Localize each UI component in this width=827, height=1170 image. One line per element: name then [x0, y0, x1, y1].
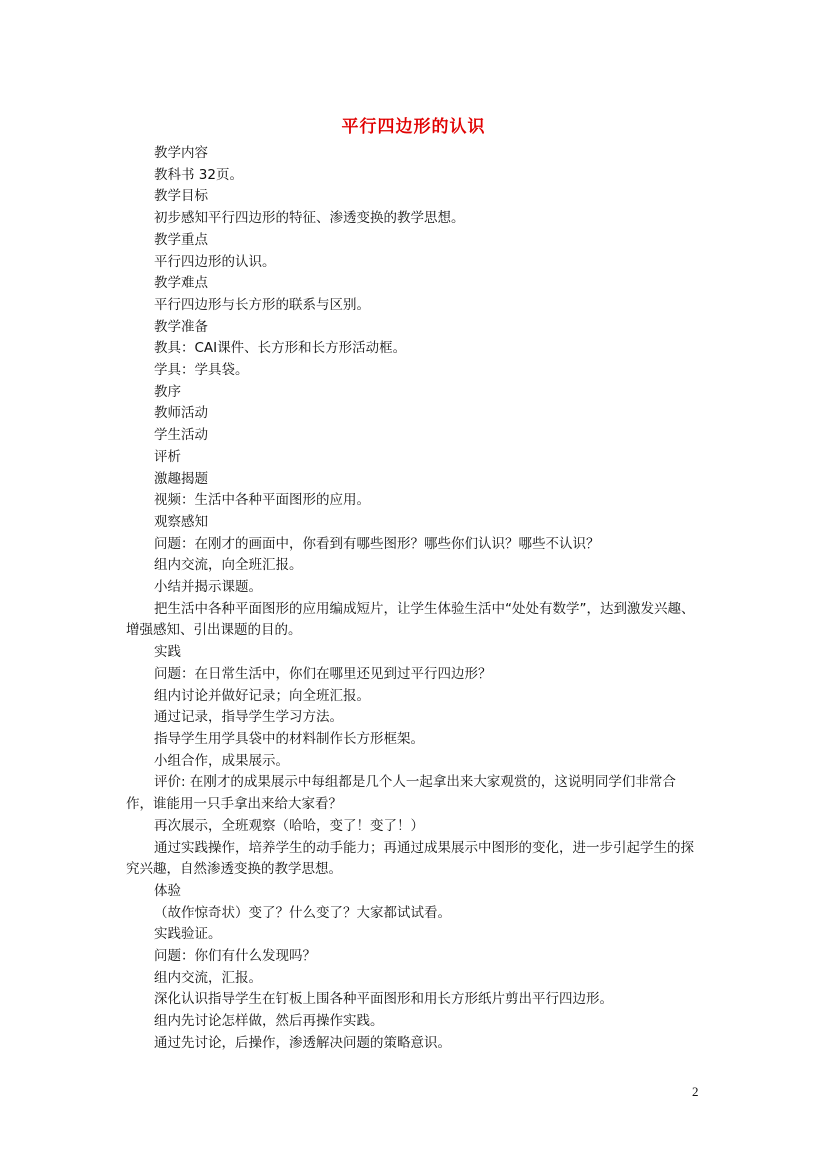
paragraph: 评价: 在刚才的成果展示中每组都是几个人一起拿出来大家观赏的，这说明同学们非常合作，谁能用一只手拿出来给大家看？ — [126, 774, 676, 813]
document-body — [126, 143, 702, 1055]
document-title: 平行四边形的认识 — [341, 117, 486, 137]
paragraph: 观察感知 — [154, 513, 208, 530]
paragraph: 教师活动 — [154, 405, 208, 422]
paragraph: 问题：在日常生活中，你们在哪里还见到过平行四边形？ — [154, 665, 492, 682]
paragraph: 问题：你们有什么发现吗？ — [154, 948, 316, 965]
paragraph: 组内讨论并做好记录；向全班汇报。 — [154, 687, 370, 704]
paragraph: 平行四边形的认识。 — [154, 253, 276, 270]
paragraph: 教学目标 — [154, 188, 208, 205]
paragraph: 深化认识指导学生在钉板上围各种平面图形和用长方形纸片剪出平行四边形。 — [154, 991, 613, 1008]
paragraph: 平行四边形与长方形的联系与区别。 — [154, 296, 370, 313]
paragraph: 教具：CAI课件、长方形和长方形活动框。 — [154, 340, 407, 357]
paragraph: 体验 — [154, 882, 181, 899]
page-number: 2 — [692, 1084, 699, 1099]
paragraph: 教学内容 — [154, 145, 208, 161]
paragraph: 教学难点 — [154, 275, 208, 292]
paragraph: 小结并揭示课题。 — [154, 579, 262, 596]
paragraph: 把生活中各种平面图形的应用编成短片，让学生体验生活中“处处有数学”，达到激发兴趣、增强感知、引出课题的目的。 — [126, 600, 695, 639]
paragraph: 指导学生用学具袋中的材料制作长方形框架。 — [154, 730, 424, 747]
paragraph: （故作惊奇状）变了？什么变了？大家都试试看。 — [154, 904, 451, 921]
paragraph: 激趣揭题 — [154, 470, 208, 487]
paragraph: 教学准备 — [154, 318, 208, 335]
paragraph: 实践验证。 — [154, 926, 222, 943]
paragraph: 通过记录，指导学生学习方法。 — [154, 709, 343, 726]
paragraph: 教科书 32页。 — [154, 166, 243, 183]
paragraph: 小组合作，成果展示。 — [154, 752, 289, 769]
paragraph: 学具：学具袋。 — [154, 362, 249, 379]
paragraph: 评析 — [154, 448, 181, 465]
paragraph: 初步感知平行四边形的特征、渗透变换的教学思想。 — [154, 210, 465, 227]
paragraph: 通过先讨论，后操作，渗透解决问题的策略意识。 — [154, 1034, 451, 1051]
paragraph: 教学重点 — [154, 231, 208, 248]
paragraph: 再次展示，全班观察（哈哈，变了！变了！） — [154, 817, 424, 834]
paragraph: 学生活动 — [154, 427, 208, 444]
paragraph: 组内交流，汇报。 — [154, 969, 262, 986]
paragraph: 教序 — [154, 383, 181, 400]
paragraph: 组内交流，向全班汇报。 — [154, 557, 303, 574]
paragraph: 通过实践操作，培养学生的动手能力；再通过成果展示中图形的变化，进一步引起学生的探究兴趣，自然渗透变换的教学思想。 — [126, 839, 694, 878]
paragraph: 实践 — [154, 644, 181, 661]
paragraph: 视频：生活中各种平面图形的应用。 — [154, 492, 370, 509]
paragraph: 组内先讨论怎样做，然后再操作实践。 — [154, 1013, 384, 1030]
paragraph: 问题：在刚才的画面中，你看到有哪些图形？哪些你们认识？哪些不认识？ — [154, 535, 600, 552]
